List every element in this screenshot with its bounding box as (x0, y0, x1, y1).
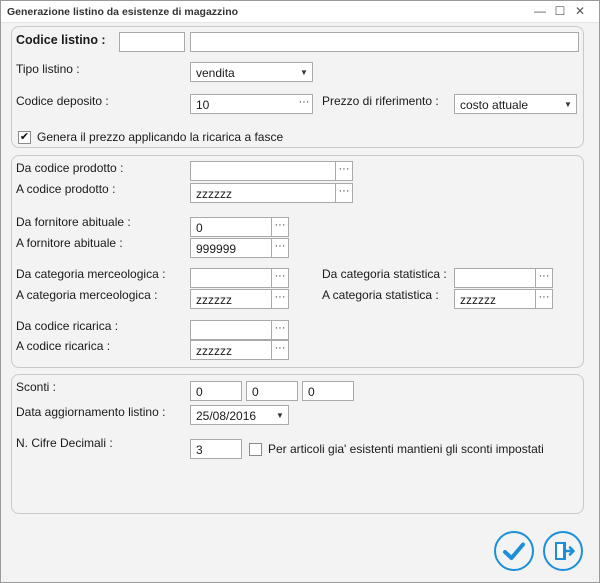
mantieni-sconti-checkbox[interactable] (249, 443, 262, 456)
da-codice-prodotto-label: Da codice prodotto : (16, 161, 124, 175)
confirm-button[interactable] (494, 531, 534, 571)
codice-listino-description-input[interactable] (190, 32, 579, 52)
genera-prezzo-label: Genera il prezzo applicando la ricarica a fasce (37, 130, 284, 144)
maximize-button[interactable]: ☐ (554, 4, 566, 18)
tipo-listino-label: Tipo listino : (16, 62, 80, 76)
opzioni-panel (11, 374, 584, 514)
mantieni-sconti-label: Per articoli gia' esistenti mantieni gli sconti impostati (268, 442, 544, 456)
a-codice-prodotto-input[interactable]: zzzzzz (190, 183, 336, 203)
a-codice-ricarica-label: A codice ricarica : (16, 339, 111, 353)
da-categoria-statistica-lookup-button[interactable]: ··· (536, 268, 553, 288)
a-codice-ricarica-lookup-button[interactable]: ··· (272, 340, 289, 360)
da-codice-prodotto-lookup-button[interactable]: ··· (336, 161, 353, 181)
da-fornitore-label: Da fornitore abituale : (16, 215, 131, 229)
a-codice-prodotto-label: A codice prodotto : (16, 182, 116, 196)
da-fornitore-input[interactable]: 0 (190, 217, 272, 237)
da-categoria-merceologica-label: Da categoria merceologica : (16, 267, 166, 281)
minimize-button[interactable]: — (534, 4, 546, 18)
a-categoria-merceologica-lookup-button[interactable]: ··· (272, 289, 289, 309)
a-fornitore-label: A fornitore abituale : (16, 236, 123, 250)
codice-listino-code-input[interactable] (119, 32, 185, 52)
a-categoria-statistica-label: A categoria statistica : (322, 288, 439, 302)
sconto-3-input[interactable]: 0 (302, 381, 354, 401)
a-codice-prodotto-lookup-button[interactable]: ··· (336, 183, 353, 203)
da-categoria-statistica-input[interactable] (454, 268, 536, 288)
a-categoria-statistica-lookup-button[interactable]: ··· (536, 289, 553, 309)
sconto-1-input[interactable]: 0 (190, 381, 242, 401)
cifre-decimali-label: N. Cifre Decimali : (16, 436, 113, 450)
window-title: Generazione listino da esistenze di magazzino (7, 6, 239, 18)
prezzo-riferimento-dropdown-arrow-icon[interactable]: ▼ (560, 94, 577, 114)
listino-panel (11, 26, 584, 148)
date-picker-arrow-icon[interactable]: ▼ (272, 405, 289, 425)
a-categoria-merceologica-input[interactable]: zzzzzz (190, 289, 272, 309)
genera-prezzo-checkbox[interactable]: ✔ (19, 131, 30, 143)
exit-button[interactable] (543, 531, 583, 571)
da-categoria-statistica-label: Da categoria statistica : (322, 267, 447, 281)
data-aggiornamento-label: Data aggiornamento listino : (16, 405, 166, 419)
a-categoria-merceologica-label: A categoria merceologica : (16, 288, 158, 302)
a-fornitore-lookup-button[interactable]: ··· (272, 238, 289, 258)
da-codice-ricarica-label: Da codice ricarica : (16, 319, 119, 333)
codice-deposito-lookup-button[interactable]: ··· (296, 94, 313, 114)
filtri-panel (11, 155, 584, 368)
da-categoria-merceologica-lookup-button[interactable]: ··· (272, 268, 289, 288)
codice-listino-label: Codice listino : (16, 33, 106, 47)
exit-door-icon (545, 533, 581, 569)
a-codice-ricarica-input[interactable]: zzzzzz (190, 340, 272, 360)
sconto-2-input[interactable]: 0 (246, 381, 298, 401)
codice-deposito-input[interactable]: 10 (190, 94, 297, 114)
da-codice-ricarica-input[interactable] (190, 320, 272, 340)
sconti-label: Sconti : (16, 380, 57, 394)
data-aggiornamento-input[interactable]: 25/08/2016 (190, 405, 273, 425)
prezzo-riferimento-label: Prezzo di riferimento : (322, 94, 439, 108)
tipo-listino-select[interactable]: vendita (190, 62, 297, 82)
a-categoria-statistica-input[interactable]: zzzzzz (454, 289, 536, 309)
cifre-decimali-input[interactable]: 3 (190, 439, 242, 459)
check-circle-icon (496, 533, 532, 569)
codice-deposito-label: Codice deposito : (16, 94, 109, 108)
close-button[interactable]: ✕ (574, 4, 586, 18)
prezzo-riferimento-select[interactable]: costo attuale (454, 94, 561, 114)
da-codice-prodotto-input[interactable] (190, 161, 336, 181)
tipo-listino-dropdown-arrow-icon[interactable]: ▼ (296, 62, 313, 82)
a-fornitore-input[interactable]: 999999 (190, 238, 272, 258)
title-bar (1, 1, 599, 23)
da-fornitore-lookup-button[interactable]: ··· (272, 217, 289, 237)
da-codice-ricarica-lookup-button[interactable]: ··· (272, 320, 289, 340)
da-categoria-merceologica-input[interactable] (190, 268, 272, 288)
